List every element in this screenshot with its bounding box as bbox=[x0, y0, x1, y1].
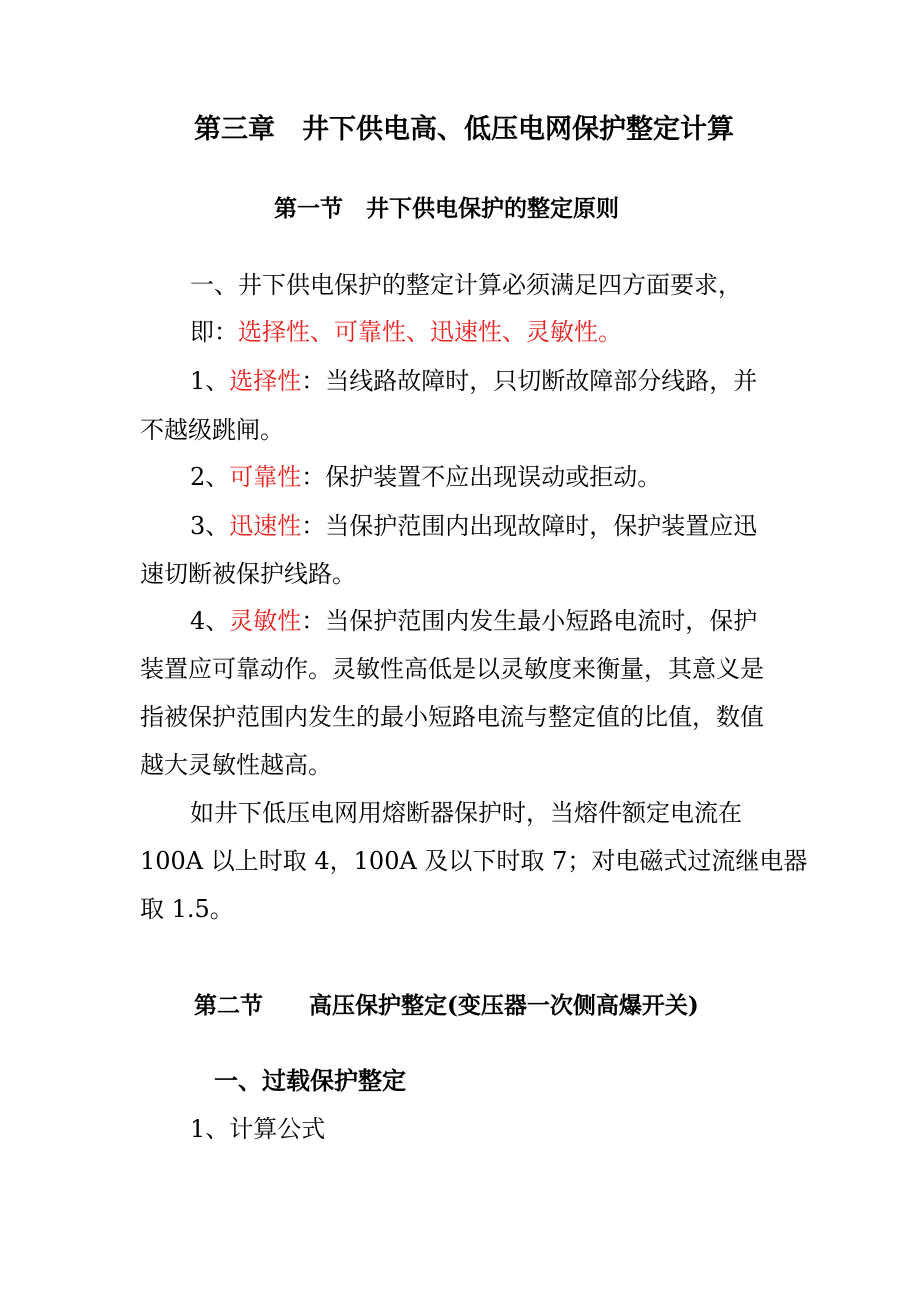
item1-line-1 bbox=[190, 369, 757, 393]
example-line-3: 取 1.5。 bbox=[140, 895, 234, 923]
example-line-2: 100A 以上时取 4，100A 及以下时取 7；对电磁式过流继电器 bbox=[140, 847, 808, 875]
item3-number: 3、 bbox=[190, 512, 230, 540]
intro-line-2 bbox=[190, 320, 622, 344]
section2-subheading: 一、过载保护整定 bbox=[214, 1066, 406, 1095]
chapter-title: 第三章 井下供电高、低压电网保护整定计算 bbox=[194, 114, 734, 145]
section2-title: 第二节 高压保护整定(变压器一次侧高爆开关) bbox=[194, 992, 699, 1019]
item3-line-1 bbox=[190, 514, 757, 538]
item2-text: ：保护装置不应出现误动或拒动。 bbox=[301, 463, 662, 491]
intro-requirements: 选择性、可靠性、迅速性、灵敏性。 bbox=[238, 318, 622, 346]
intro-prefix: 即： bbox=[190, 318, 238, 346]
item4-line-2: 装置应可靠动作。灵敏性高低是以灵敏度来衡量，其意义是 bbox=[140, 655, 764, 683]
item4-line-4: 越大灵敏性越高。 bbox=[140, 751, 332, 779]
item1-text: ：当线路故障时，只切断故障部分线路，并 bbox=[301, 367, 758, 395]
item4-line-3: 指被保护范围内发生的最小短路电流与整定值的比值，数值 bbox=[140, 703, 764, 731]
section1-title: 第一节 井下供电保护的整定原则 bbox=[274, 195, 619, 222]
item4-keyword: 灵敏性 bbox=[229, 607, 302, 635]
item1-line-2: 不越级跳闸。 bbox=[140, 416, 284, 444]
item3-keyword: 迅速性 bbox=[229, 512, 302, 540]
item2-number: 2、 bbox=[190, 463, 230, 491]
item2-keyword: 可靠性 bbox=[229, 463, 302, 491]
example-line-1: 如井下低压电网用熔断器保护时，当熔件额定电流在 bbox=[190, 799, 742, 827]
item4-line-1 bbox=[190, 609, 757, 633]
item2-line-1 bbox=[190, 465, 661, 489]
item1-number: 1、 bbox=[190, 367, 230, 395]
section2-item1: 1、计算公式 bbox=[190, 1115, 326, 1143]
item3-text: ：当保护范围内出现故障时，保护装置应迅 bbox=[301, 512, 758, 540]
item4-text: ：当保护范围内发生最小短路电流时，保护 bbox=[301, 607, 758, 635]
item3-line-2: 速切断被保护线路。 bbox=[140, 560, 356, 588]
item4-number: 4、 bbox=[190, 607, 230, 635]
intro-line-1: 一、井下供电保护的整定计算必须满足四方面要求， bbox=[190, 271, 742, 299]
item1-keyword: 选择性 bbox=[229, 367, 302, 395]
